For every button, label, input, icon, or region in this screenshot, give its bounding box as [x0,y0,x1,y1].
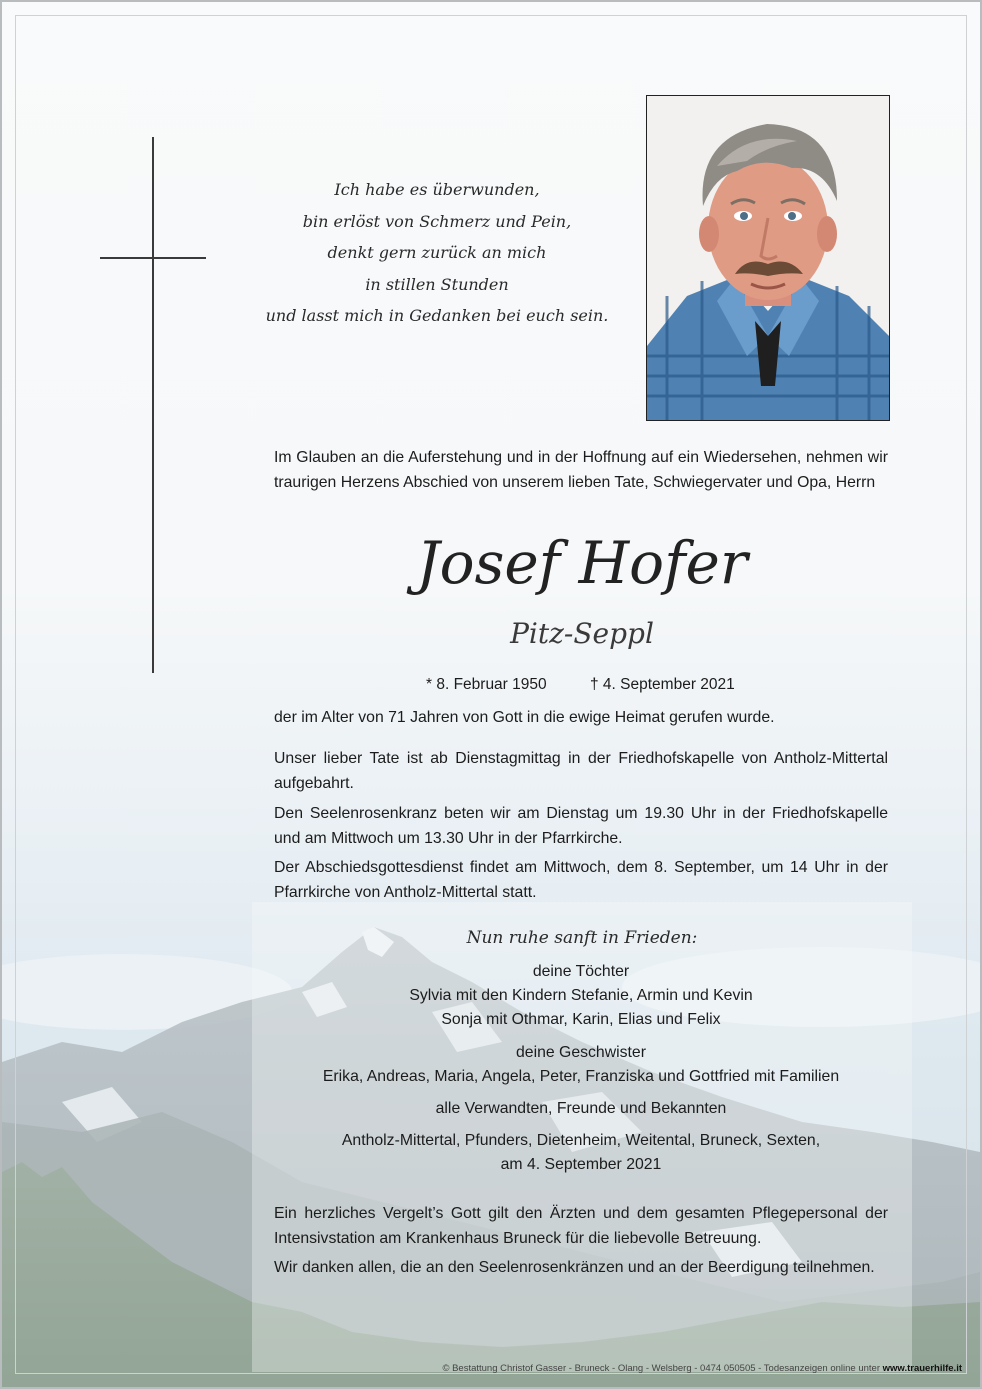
deceased-name: Josef Hofer [416,529,748,597]
footer [252,1362,962,1376]
poem-line: und lasst mich in Gedanken bei euch sein. [265,306,609,325]
viewing-paragraph: Unser lieber Tate ist ab Dienstagmittag in der Friedhofskapelle von Antholz-Mittertal aufgebahrt. [274,750,888,792]
poem-line: in stillen Stunden [365,274,509,294]
date-line: am 4. September 2021 [500,1156,662,1173]
mourners-list [242,960,920,1177]
place-line: Antholz-Mittertal, Pfunders, Dietenheim, Weitental, Bruneck, Sexten, [341,1132,821,1149]
age-line: der im Alter von 71 Jahren von Gott in die ewige Heimat gerufen wurde. [274,709,775,726]
poem-line: bin erlöst von Schmerz und Pein, [302,211,572,231]
funeral-paragraph: Der Abschiedsgottesdienst findet am Mittwoch, dem 8. September, um 14 Uhr in der Pfarrkirche von Antholz-Mittertal statt. [274,859,888,901]
mourners-group-label: deine Geschwister [516,1044,646,1061]
mourners-group-label: deine Töchter [532,963,630,980]
deceased-nickname: Pitz-Seppl [510,617,654,650]
mourners-line: Sylvia mit den Kindern Stefanie, Armin und Kevin [409,987,753,1004]
cross-horizontal-bar [100,257,206,259]
obituary-card [2,2,980,1387]
death-date: † 4. September 2021 [590,676,735,693]
footer-link[interactable]: www.trauerhilfe.it [882,1363,962,1374]
mourners-line: alle Verwandten, Freunde und Bekannten [435,1100,727,1117]
birth-date: * 8. Februar 1950 [426,676,547,693]
thanks-paragraph: Ein herzliches Vergelt’s Gott gilt den Ärzten und dem gesamten Pflegepersonal der Intensivstation am Krankenhaus Bruneck für die liebevolle Betreuung. [274,1205,888,1247]
memorial-poem [252,174,622,332]
cross-vertical-bar [152,137,154,673]
poem-line: Ich habe es überwunden, [334,180,540,199]
portrait-photo [646,95,890,421]
portrait-illustration [647,96,889,420]
rosary-paragraph: Den Seelenrosenkranz beten wir am Dienstag um 19.30 Uhr in der Friedhofskapelle und am Mittwoch um 13.30 Uhr in der Pfarrkirche. [274,805,888,847]
rest-in-peace-line: Nun ruhe sanft in Frieden: [466,928,698,948]
mourners-line: Erika, Andreas, Maria, Angela, Peter, Franziska und Gottfried mit Familien [322,1068,840,1085]
mourners-line: Sonja mit Othmar, Karin, Elias und Felix [441,1011,721,1028]
poem-line: denkt gern zurück an mich [327,243,547,262]
thanks-paragraph: Wir danken allen, die an den Seelenrosenkränzen und an der Beerdigung teilnehmen. [274,1259,875,1276]
footer-text: © Bestattung Christof Gasser - Bruneck - Olang - Welsberg - 0474 050505 - Todesanzeigen online unter [442,1363,880,1374]
intro-text: Im Glauben an die Auferstehung und in der Hoffnung auf ein Wiedersehen, nehmen wir traurigen Herzens Abschied von unserem lieben Tate, Schwiegervater und Opa, Herrn [274,449,888,491]
